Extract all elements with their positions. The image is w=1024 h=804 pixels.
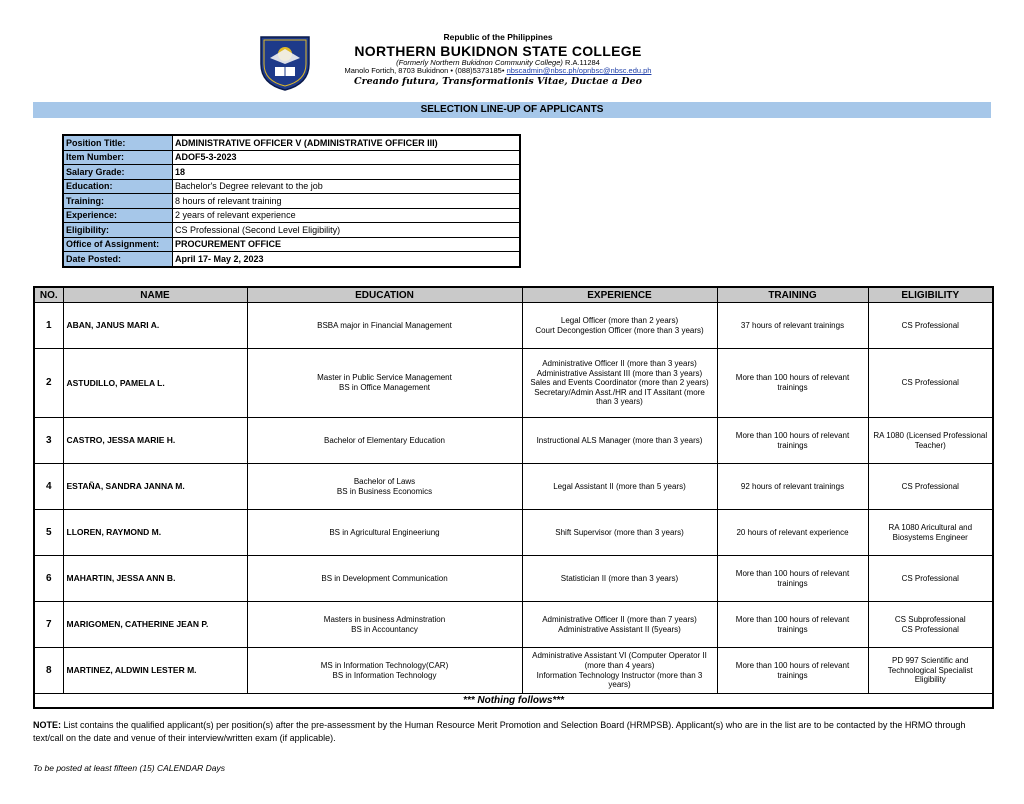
posting-instruction: To be posted at least fifteen (15) CALENDAR Days bbox=[33, 763, 225, 773]
cell-no: 3 bbox=[34, 418, 63, 464]
info-row bbox=[63, 252, 520, 267]
cell-line: MS in Information Technology(CAR) bbox=[320, 660, 449, 670]
info-label: Office of Assignment: bbox=[63, 237, 173, 252]
cell-eligibility bbox=[868, 648, 993, 694]
info-value: 2 years of relevant experience bbox=[173, 208, 521, 223]
cell-line: Legal Assistant II (more than 5 years) bbox=[553, 481, 686, 491]
college-name: NORTHERN BUKIDNON STATE COLLEGE bbox=[354, 42, 642, 59]
info-row bbox=[63, 194, 520, 209]
cell-training: More than 100 hours of relevant trainings bbox=[717, 648, 868, 694]
applicants-table bbox=[33, 286, 994, 709]
info-label: Salary Grade: bbox=[63, 165, 173, 180]
info-value: April 17- May 2, 2023 bbox=[173, 252, 521, 267]
col-header-eligibility: ELIGIBILITY bbox=[868, 287, 993, 303]
cell-line: BS in Information Technology bbox=[332, 670, 437, 680]
table-row bbox=[34, 303, 993, 349]
cell-education bbox=[247, 556, 522, 602]
info-label: Experience: bbox=[63, 208, 173, 223]
cell-education bbox=[247, 303, 522, 349]
cell-line: CS Professional bbox=[901, 378, 959, 388]
cell-no: 7 bbox=[34, 602, 63, 648]
cell-education bbox=[247, 464, 522, 510]
cell-name: MAHARTIN, JESSA ANN B. bbox=[63, 556, 247, 602]
table-row bbox=[34, 349, 993, 418]
cell-line: Statistician II (more than 3 years) bbox=[560, 573, 679, 583]
table-row bbox=[34, 418, 993, 464]
motto: Creando futura, Transformationis Vitae, Ductae a Deo bbox=[354, 76, 642, 88]
republic-line: Republic of the Philippines bbox=[443, 32, 553, 42]
address-line: Manolo Fortich, 8703 Bukidnon • (088)5373185• nbscadmin@nbsc.ph/opnbsc@nbsc.edu.ph bbox=[344, 66, 652, 76]
cell-education bbox=[247, 510, 522, 556]
note-text: List contains the qualified applicant(s) per position(s) after the pre-assessment by the Human Resource Merit Promotion and Selection Board (HRMPSB). Applicant(s) who are in the list are to be contacted by the HRMO through text/call on the date and venue of their interview/written exam (if applicable). bbox=[33, 720, 966, 744]
info-label: Education: bbox=[63, 179, 173, 194]
cell-line: BS in Accountancy bbox=[351, 624, 418, 634]
cell-no: 1 bbox=[34, 303, 63, 349]
cell-experience bbox=[522, 556, 717, 602]
info-label: Item Number: bbox=[63, 150, 173, 165]
position-info-table bbox=[62, 134, 521, 268]
cell-name: ASTUDILLO, PAMELA L. bbox=[63, 349, 247, 418]
cell-education bbox=[247, 648, 522, 694]
info-label: Date Posted: bbox=[63, 252, 173, 267]
info-label: Position Title: bbox=[63, 135, 173, 150]
col-header-education: EDUCATION bbox=[247, 287, 522, 303]
col-header-experience: EXPERIENCE bbox=[522, 287, 717, 303]
info-value: PROCUREMENT OFFICE bbox=[173, 237, 521, 252]
cell-education bbox=[247, 418, 522, 464]
table-row bbox=[34, 464, 993, 510]
cell-experience bbox=[522, 464, 717, 510]
cell-line: Bachelor of Elementary Education bbox=[324, 435, 445, 445]
cell-eligibility bbox=[868, 303, 993, 349]
cell-line: BS in Business Economics bbox=[336, 486, 433, 496]
cell-line: BS in Agricultural Engineeriung bbox=[329, 527, 440, 537]
cell-line: Shift Supervisor (more than 3 years) bbox=[555, 527, 684, 537]
cell-name: MARIGOMEN, CATHERINE JEAN P. bbox=[63, 602, 247, 648]
info-value: ADMINISTRATIVE OFFICER V (ADMINISTRATIVE OFFICER III) bbox=[173, 135, 521, 150]
cell-no: 5 bbox=[34, 510, 63, 556]
table-row bbox=[34, 556, 993, 602]
note-label: NOTE: bbox=[33, 720, 61, 730]
college-seal-logo bbox=[258, 34, 312, 92]
cell-no: 2 bbox=[34, 349, 63, 418]
email-link[interactable]: nbscadmin@nbsc.ph/opnbsc@nbsc.edu.ph bbox=[506, 66, 652, 76]
nothing-follows: *** Nothing follows*** bbox=[34, 694, 993, 709]
table-row bbox=[34, 510, 993, 556]
cell-name: ABAN, JANUS MARI A. bbox=[63, 303, 247, 349]
cell-eligibility bbox=[868, 418, 993, 464]
cell-line: Bachelor of Laws bbox=[353, 476, 416, 486]
cell-name: LLOREN, RAYMOND M. bbox=[63, 510, 247, 556]
cell-line: CS Professional bbox=[901, 320, 959, 330]
cell-training: More than 100 hours of relevant trainings bbox=[717, 602, 868, 648]
nothing-follows-row bbox=[34, 694, 993, 709]
cell-experience bbox=[522, 648, 717, 694]
info-value: ADOF5-3-2023 bbox=[173, 150, 521, 165]
cell-training: 37 hours of relevant trainings bbox=[717, 303, 868, 349]
col-header-name: NAME bbox=[63, 287, 247, 303]
cell-line: BS in Office Management bbox=[338, 383, 430, 392]
info-row bbox=[63, 150, 520, 165]
document-title: SELECTION LINE-UP OF APPLICANTS bbox=[33, 102, 991, 118]
cell-line: RA 1080 Aricultural and Biosystems Engineer bbox=[888, 522, 973, 542]
info-value: 18 bbox=[173, 165, 521, 180]
cell-line: Sales and Events Coordinator (more than 2 years) bbox=[530, 378, 709, 388]
cell-line: Administrative Assistant II (5years) bbox=[558, 624, 681, 634]
cell-line: Master in Public Service Management bbox=[317, 373, 452, 383]
info-label: Eligibility: bbox=[63, 223, 173, 238]
info-row bbox=[63, 223, 520, 238]
cell-experience bbox=[522, 418, 717, 464]
cell-experience bbox=[522, 602, 717, 648]
cell-eligibility bbox=[868, 349, 993, 418]
cell-line: BS in Development Communication bbox=[321, 573, 448, 583]
cell-name: ESTAÑA, SANDRA JANNA M. bbox=[63, 464, 247, 510]
cell-line: Court Decongestion Officer (more than 3 years) bbox=[535, 325, 704, 335]
info-row bbox=[63, 208, 520, 223]
cell-education bbox=[247, 602, 522, 648]
cell-training: 20 hours of relevant experience bbox=[717, 510, 868, 556]
cell-training: More than 100 hours of relevant trainings bbox=[717, 418, 868, 464]
cell-training: 92 hours of relevant trainings bbox=[717, 464, 868, 510]
table-row bbox=[34, 602, 993, 648]
cell-line: CS Professional bbox=[901, 624, 959, 634]
cell-eligibility bbox=[868, 556, 993, 602]
cell-no: 8 bbox=[34, 648, 63, 694]
letterhead bbox=[318, 33, 678, 88]
col-header-training: TRAINING bbox=[717, 287, 868, 303]
cell-line: CS Professional bbox=[901, 481, 959, 491]
cell-experience bbox=[522, 510, 717, 556]
cell-name: CASTRO, JESSA MARIE H. bbox=[63, 418, 247, 464]
formerly-line: (Formerly Northern Bukidnon Community College) R.A.11284 bbox=[396, 57, 600, 67]
cell-line: CS Professional bbox=[901, 573, 959, 583]
info-value: 8 hours of relevant training bbox=[173, 194, 521, 209]
info-value: Bachelor's Degree relevant to the job bbox=[173, 179, 521, 194]
info-label: Training: bbox=[63, 194, 173, 209]
info-row bbox=[63, 179, 520, 194]
table-row bbox=[34, 648, 993, 694]
cell-line: Administrative Officer II (more than 7 years) bbox=[542, 614, 697, 624]
cell-line: Administrative Assistant VI (Computer Operator II (more than 4 years) bbox=[532, 651, 707, 670]
info-row bbox=[63, 165, 520, 180]
cell-line: BSBA major in Financial Management bbox=[317, 320, 452, 330]
cell-no: 6 bbox=[34, 556, 63, 602]
cell-line: PD 997 Scientific and Technological Specialist Eligibility bbox=[887, 656, 973, 685]
cell-line: Administrative Assistant III (more than 3 years) bbox=[536, 368, 703, 378]
info-row bbox=[63, 237, 520, 252]
cell-line: Administrative Officer II (more than 3 years) bbox=[542, 359, 697, 369]
col-header-no: NO. bbox=[34, 287, 63, 303]
cell-eligibility bbox=[868, 510, 993, 556]
cell-line: Masters in business Adminstration bbox=[323, 614, 446, 624]
info-value: CS Professional (Second Level Eligibility) bbox=[173, 223, 521, 238]
cell-line: RA 1080 (Licensed Professional Teacher) bbox=[873, 430, 988, 450]
cell-experience bbox=[522, 303, 717, 349]
cell-training: More than 100 hours of relevant trainings bbox=[717, 349, 868, 418]
cell-line: Secretary/Admin Asst./HR and IT Assitant (more than 3 years) bbox=[534, 387, 705, 407]
info-row bbox=[63, 135, 520, 150]
cell-education bbox=[247, 349, 522, 418]
cell-eligibility bbox=[868, 602, 993, 648]
cell-line: Legal Officer (more than 2 years) bbox=[560, 315, 679, 325]
note-paragraph bbox=[33, 719, 993, 745]
cell-line: Information Technology Instructor (more than 3 years) bbox=[536, 670, 703, 690]
cell-eligibility bbox=[868, 464, 993, 510]
cell-training: More than 100 hours of relevant trainings bbox=[717, 556, 868, 602]
cell-experience bbox=[522, 349, 717, 418]
table-header-row bbox=[34, 287, 993, 303]
cell-line: CS Subprofessional bbox=[894, 614, 966, 624]
cell-line: Instructional ALS Manager (more than 3 years) bbox=[536, 435, 703, 445]
cell-no: 4 bbox=[34, 464, 63, 510]
cell-name: MARTINEZ, ALDWIN LESTER M. bbox=[63, 648, 247, 694]
